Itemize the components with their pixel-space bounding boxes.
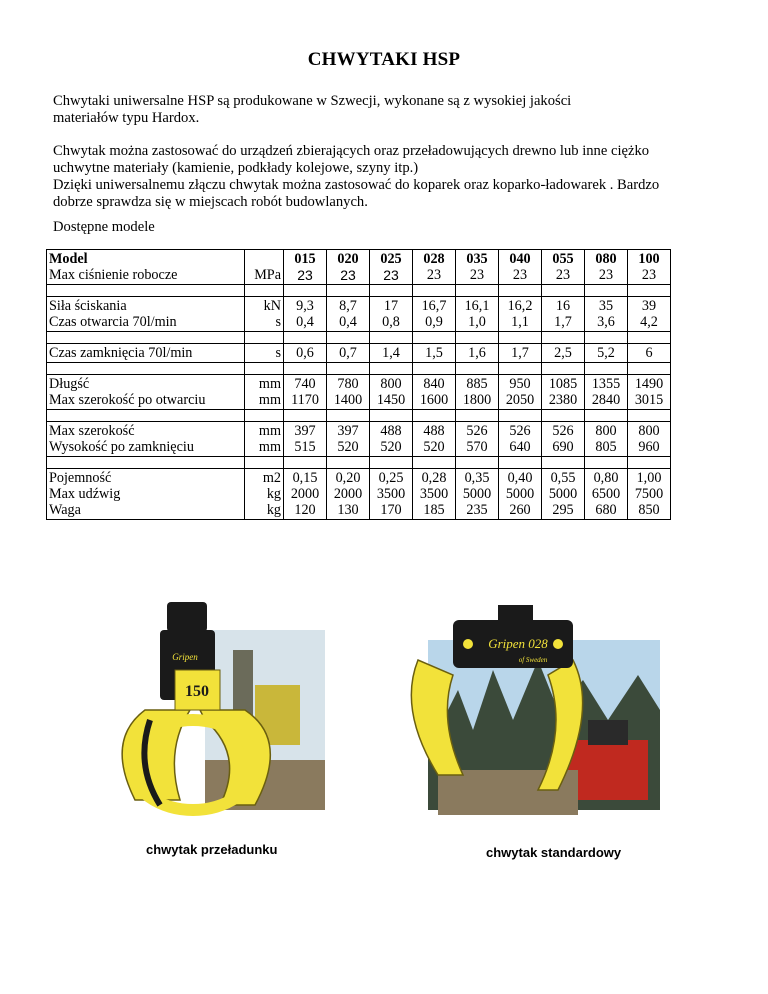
spec-value: 850 xyxy=(638,502,660,518)
brand-label: Gripen 028 xyxy=(488,636,548,651)
spec-gap-cell xyxy=(585,457,628,469)
spec-value: 1170 xyxy=(291,392,319,408)
spec-value-cell xyxy=(327,344,370,363)
spec-value: 015 xyxy=(294,251,316,267)
spec-value: 1355 xyxy=(591,376,621,392)
spec-value-cell xyxy=(284,422,327,457)
spec-gap-cell xyxy=(456,410,499,422)
spec-value: 235 xyxy=(466,502,488,518)
spec-value-cell xyxy=(284,250,327,285)
spec-value-cell xyxy=(327,469,370,520)
spec-unit: mm xyxy=(258,392,281,408)
spec-value: 740 xyxy=(294,376,316,392)
intro-line: Chwytaki uniwersalne HSP są produkowane w Szwecji, wykonane są z wysokiej jakości xyxy=(53,93,572,109)
spec-row-label: Max ciśnienie robocze xyxy=(49,267,178,283)
spec-value-cell xyxy=(628,344,671,363)
spec-row-label: Max udźwig xyxy=(49,486,121,502)
spec-group xyxy=(47,297,671,332)
spec-value: 526 xyxy=(509,423,531,439)
spec-value: 885 xyxy=(466,376,488,392)
spec-value-cell xyxy=(628,297,671,332)
spec-value-cell xyxy=(542,297,585,332)
spec-value-cell xyxy=(327,250,370,285)
spec-value: 0,35 xyxy=(464,470,490,486)
usage-line: uchwytne materiały (kamienie, podkłady kolejowe, szyny itp.) xyxy=(53,160,419,176)
spec-value: 295 xyxy=(552,502,574,518)
spec-label-cell xyxy=(47,344,245,363)
spec-value-cell xyxy=(284,375,327,410)
spec-value-cell xyxy=(542,375,585,410)
spec-value: 1,4 xyxy=(382,345,400,361)
spec-value: 1800 xyxy=(462,392,492,408)
spec-value: 028 xyxy=(423,251,445,267)
spec-gap-cell xyxy=(628,332,671,344)
spec-value-cell xyxy=(370,422,413,457)
spec-value-cell xyxy=(628,422,671,457)
spec-gap-cell xyxy=(456,457,499,469)
spec-value-cell xyxy=(413,297,456,332)
spec-unit: kg xyxy=(266,502,281,518)
spec-value-cell xyxy=(628,375,671,410)
spec-value: 6500 xyxy=(591,486,621,502)
usage-line: Chwytak można zastosować do urządzeń zbierających oraz przeładowujących drewno lub inne ciężko xyxy=(53,143,650,159)
spec-gap-cell xyxy=(370,363,413,375)
spec-value: 170 xyxy=(380,502,402,518)
spec-value: 1,6 xyxy=(468,345,486,361)
spec-value-cell xyxy=(284,469,327,520)
spec-gap-cell xyxy=(628,285,671,297)
spec-value: 23 xyxy=(469,267,485,283)
spec-unit: kg xyxy=(266,486,281,502)
spec-unit-cell xyxy=(245,375,284,410)
spec-row-label: Czas zamknięcia 70l/min xyxy=(49,345,193,361)
pivot-bolt xyxy=(463,639,473,649)
spec-value: 8,7 xyxy=(339,298,357,314)
spec-row-label: Max szerokość po otwarciu xyxy=(49,392,206,408)
spec-value: 16,2 xyxy=(507,298,533,314)
rotator-top xyxy=(167,602,207,632)
spec-value: 35 xyxy=(598,298,614,314)
spec-value-cell xyxy=(628,469,671,520)
spec-value: 23 xyxy=(426,267,442,283)
spec-gap-cell xyxy=(284,363,327,375)
spec-gap-cell xyxy=(413,410,456,422)
spec-label-cell xyxy=(47,422,245,457)
spec-gap-cell xyxy=(542,285,585,297)
spec-value: 0,28 xyxy=(421,470,447,486)
spec-gap-cell xyxy=(585,363,628,375)
spec-gap-cell xyxy=(542,457,585,469)
spec-value: 025 xyxy=(380,251,402,267)
spec-value: 23 xyxy=(555,267,571,283)
spec-unit-cell xyxy=(245,297,284,332)
spec-value-cell xyxy=(542,344,585,363)
spec-value: 1400 xyxy=(333,392,363,408)
spec-value: 0,20 xyxy=(335,470,361,486)
models-heading: Dostępne modele xyxy=(53,219,155,235)
spec-gap-cell xyxy=(370,410,413,422)
spec-value: 120 xyxy=(294,502,316,518)
spec-label-cell xyxy=(47,250,245,285)
slogan-label: of Sweden xyxy=(518,656,548,664)
spec-value: 1450 xyxy=(376,392,406,408)
spec-unit: mm xyxy=(258,376,281,392)
spec-value-cell xyxy=(370,250,413,285)
spec-value: 800 xyxy=(638,423,660,439)
spec-value-cell xyxy=(542,469,585,520)
spec-value-cell xyxy=(585,344,628,363)
spec-gap-cell xyxy=(327,332,370,344)
spec-value: 2840 xyxy=(591,392,621,408)
spec-value: 17 xyxy=(383,298,399,314)
spec-value: 960 xyxy=(638,439,660,455)
spec-value: 800 xyxy=(595,423,617,439)
spec-gap-cell xyxy=(456,363,499,375)
spec-value-cell xyxy=(370,297,413,332)
spec-gap-cell xyxy=(499,363,542,375)
truck-cab xyxy=(588,720,628,745)
model-plate-label: 150 xyxy=(185,683,209,700)
spec-value: 520 xyxy=(423,439,445,455)
spec-value-cell xyxy=(413,375,456,410)
spec-value: 690 xyxy=(552,439,574,455)
spec-gap-cell xyxy=(585,285,628,297)
spec-value: 1,7 xyxy=(554,314,572,330)
spec-gap-cell xyxy=(284,457,327,469)
spec-value: 3,6 xyxy=(597,314,615,330)
spec-value-cell xyxy=(499,469,542,520)
models-spec-table xyxy=(46,249,671,520)
pivot-bolt xyxy=(553,639,563,649)
spec-value-cell xyxy=(284,344,327,363)
spec-value: 570 xyxy=(466,439,488,455)
handling-grapple-photo xyxy=(105,590,325,820)
spec-value: 23 xyxy=(383,267,399,283)
spec-gap-cell xyxy=(284,332,327,344)
spec-gap-cell xyxy=(413,457,456,469)
spec-gap-cell xyxy=(413,363,456,375)
spec-group-gap xyxy=(47,457,671,469)
spec-value: 397 xyxy=(337,423,359,439)
spec-gap-cell xyxy=(499,285,542,297)
spec-value: 397 xyxy=(294,423,316,439)
spec-value: 640 xyxy=(509,439,531,455)
spec-value: 055 xyxy=(552,251,574,267)
spec-value: 1,00 xyxy=(636,470,662,486)
spec-value-cell xyxy=(585,469,628,520)
spec-value-cell xyxy=(370,469,413,520)
spec-value-cell xyxy=(327,375,370,410)
spec-gap-cell xyxy=(284,410,327,422)
spec-value: 185 xyxy=(423,502,445,518)
spec-value: 1600 xyxy=(419,392,449,408)
spec-value: 780 xyxy=(337,376,359,392)
spec-value: 5000 xyxy=(548,486,578,502)
spec-gap-cell xyxy=(47,457,245,469)
spec-value: 035 xyxy=(466,251,488,267)
spec-value: 16 xyxy=(555,298,571,314)
spec-value-cell xyxy=(585,250,628,285)
spec-value-cell xyxy=(585,297,628,332)
spec-value: 23 xyxy=(340,267,356,283)
spec-label-cell xyxy=(47,375,245,410)
spec-value-cell xyxy=(327,297,370,332)
spec-row-label: Pojemność xyxy=(49,470,112,486)
spec-value: 130 xyxy=(337,502,359,518)
intro-paragraph xyxy=(53,93,733,127)
spec-gap-cell xyxy=(585,332,628,344)
spec-gap-cell xyxy=(628,363,671,375)
spec-gap-cell xyxy=(245,285,284,297)
spec-unit: m2 xyxy=(262,470,281,486)
spec-value: 520 xyxy=(337,439,359,455)
spec-gap-cell xyxy=(284,285,327,297)
spec-gap-cell xyxy=(245,363,284,375)
spec-value-cell xyxy=(542,422,585,457)
spec-gap-cell xyxy=(585,410,628,422)
spec-gap-cell xyxy=(47,285,245,297)
spec-value: 39 xyxy=(641,298,657,314)
spec-value: 5,2 xyxy=(597,345,615,361)
spec-value-cell xyxy=(413,344,456,363)
spec-gap-cell xyxy=(542,363,585,375)
spec-value: 0,6 xyxy=(296,345,314,361)
spec-value: 260 xyxy=(509,502,531,518)
spec-group xyxy=(47,422,671,457)
spec-gap-cell xyxy=(47,410,245,422)
spec-gap-cell xyxy=(245,332,284,344)
usage-line: dobrze sprawdza się w miejscach robót budowlanych. xyxy=(53,194,368,210)
spec-value-cell xyxy=(413,250,456,285)
spec-value: 2000 xyxy=(333,486,363,502)
spec-unit: mm xyxy=(258,439,281,455)
rotator-top xyxy=(498,605,533,623)
spec-gap-cell xyxy=(370,332,413,344)
spec-value: 3500 xyxy=(419,486,449,502)
spec-value-cell xyxy=(499,344,542,363)
spec-value: 0,4 xyxy=(296,314,314,330)
spec-value: 488 xyxy=(423,423,445,439)
spec-value: 4,2 xyxy=(640,314,658,330)
spec-value: 1,0 xyxy=(468,314,486,330)
spec-value: 0,9 xyxy=(425,314,443,330)
spec-value: 0,80 xyxy=(593,470,619,486)
spec-value: 3015 xyxy=(634,392,664,408)
spec-value: 1085 xyxy=(548,376,578,392)
spec-unit-cell xyxy=(245,344,284,363)
spec-value-cell xyxy=(456,422,499,457)
spec-label-cell xyxy=(47,469,245,520)
spec-unit: kN xyxy=(263,298,281,314)
spec-group-gap xyxy=(47,285,671,297)
spec-row-label: Max szerokość xyxy=(49,423,135,439)
spec-gap-cell xyxy=(327,457,370,469)
spec-gap-cell xyxy=(245,410,284,422)
spec-group xyxy=(47,469,671,520)
spec-unit xyxy=(247,251,281,267)
spec-value: 805 xyxy=(595,439,617,455)
spec-row-label: Czas otwarcia 70l/min xyxy=(49,314,177,330)
spec-value: 23 xyxy=(641,267,657,283)
spec-gap-cell xyxy=(327,410,370,422)
spec-value-cell xyxy=(456,250,499,285)
spec-label-cell xyxy=(47,297,245,332)
spec-value: 080 xyxy=(595,251,617,267)
page-title: CHWYTAKI HSP xyxy=(307,49,461,70)
spec-value: 040 xyxy=(509,251,531,267)
usage-paragraph xyxy=(53,143,733,211)
spec-gap-cell xyxy=(542,332,585,344)
intro-line: materiałów typu Hardox. xyxy=(53,110,200,126)
spec-value: 0,15 xyxy=(292,470,318,486)
spec-value: 16,7 xyxy=(421,298,447,314)
spec-value-cell xyxy=(456,344,499,363)
spec-value-cell xyxy=(456,375,499,410)
spec-gap-cell xyxy=(628,410,671,422)
spec-value: 950 xyxy=(509,376,531,392)
spec-value: 2,5 xyxy=(554,345,572,361)
spec-row-label: Wysokość po zamknięciu xyxy=(49,439,194,455)
spec-group-gap xyxy=(47,410,671,422)
usage-line: Dzięki uniwersalnemu złączu chwytak można zastosować do koparek oraz koparko-ładowarek . Bardzo xyxy=(53,177,660,193)
spec-value-cell xyxy=(370,344,413,363)
spec-value: 0,7 xyxy=(339,345,357,361)
spec-value: 23 xyxy=(598,267,614,283)
spec-value: 23 xyxy=(297,267,313,283)
spec-row-label: Długść xyxy=(49,376,90,392)
spec-row-label: Model xyxy=(49,251,88,267)
spec-value: 100 xyxy=(638,251,660,267)
spec-gap-cell xyxy=(413,285,456,297)
spec-gap-cell xyxy=(245,457,284,469)
left-image-caption: chwytak przeładunku xyxy=(146,842,278,857)
spec-value: 5000 xyxy=(505,486,535,502)
spec-gap-cell xyxy=(370,457,413,469)
spec-unit: mm xyxy=(258,423,281,439)
spec-gap-cell xyxy=(47,363,245,375)
spec-gap-cell xyxy=(327,285,370,297)
standard-grapple-photo xyxy=(398,600,660,825)
spec-gap-cell xyxy=(327,363,370,375)
spec-value-cell xyxy=(413,422,456,457)
spec-gap-cell xyxy=(542,410,585,422)
spec-row-label: Waga xyxy=(49,502,81,518)
spec-value-cell xyxy=(499,250,542,285)
spec-value-cell xyxy=(585,422,628,457)
spec-value: 0,25 xyxy=(378,470,404,486)
spec-unit-cell xyxy=(245,469,284,520)
spec-unit: s xyxy=(275,314,281,330)
spec-unit-cell xyxy=(245,250,284,285)
spec-value-cell xyxy=(499,297,542,332)
spec-value: 23 xyxy=(512,267,528,283)
spec-value: 488 xyxy=(380,423,402,439)
spec-value: 526 xyxy=(552,423,574,439)
spec-gap-cell xyxy=(499,332,542,344)
spec-value-cell xyxy=(456,469,499,520)
spec-value: 2050 xyxy=(505,392,535,408)
spec-value: 1,7 xyxy=(511,345,529,361)
spec-gap-cell xyxy=(47,332,245,344)
spec-value: 5000 xyxy=(462,486,492,502)
spec-value-cell xyxy=(542,250,585,285)
spec-gap-cell xyxy=(413,332,456,344)
spec-value: 520 xyxy=(380,439,402,455)
spec-gap-cell xyxy=(456,285,499,297)
spec-value: 9,3 xyxy=(296,298,314,314)
spec-value-cell xyxy=(456,297,499,332)
spec-value: 0,8 xyxy=(382,314,400,330)
spec-value: 526 xyxy=(466,423,488,439)
spec-value-cell xyxy=(413,469,456,520)
spec-value: 1,5 xyxy=(425,345,443,361)
spec-value-cell xyxy=(284,297,327,332)
spec-unit: MPa xyxy=(254,267,281,283)
spec-group-gap xyxy=(47,363,671,375)
spec-group-gap xyxy=(47,332,671,344)
spec-group xyxy=(47,344,671,363)
spec-value-cell xyxy=(499,375,542,410)
right-image-caption: chwytak standardowy xyxy=(486,845,622,860)
spec-value: 0,55 xyxy=(550,470,576,486)
spec-value-cell xyxy=(370,375,413,410)
spec-value: 1490 xyxy=(634,376,664,392)
spec-value-cell xyxy=(585,375,628,410)
spec-gap-cell xyxy=(370,285,413,297)
spec-unit: s xyxy=(275,345,281,361)
spec-value: 16,1 xyxy=(464,298,490,314)
spec-value: 0,4 xyxy=(339,314,357,330)
spec-group xyxy=(47,375,671,410)
brand-label: Gripen xyxy=(172,652,198,662)
spec-row-label: Siła ściskania xyxy=(49,298,127,314)
spec-value: 0,40 xyxy=(507,470,533,486)
spec-value: 2000 xyxy=(290,486,320,502)
spec-unit-cell xyxy=(245,422,284,457)
spec-value: 7500 xyxy=(634,486,664,502)
spec-value-cell xyxy=(499,422,542,457)
spec-value: 1,1 xyxy=(511,314,529,330)
spec-group xyxy=(47,250,671,285)
spec-gap-cell xyxy=(499,410,542,422)
spec-gap-cell xyxy=(499,457,542,469)
spec-value: 840 xyxy=(423,376,445,392)
spec-value: 680 xyxy=(595,502,617,518)
spec-value: 800 xyxy=(380,376,402,392)
spec-gap-cell xyxy=(456,332,499,344)
spec-value: 6 xyxy=(645,345,653,361)
spec-value: 2380 xyxy=(548,392,578,408)
spec-gap-cell xyxy=(628,457,671,469)
spec-value: 515 xyxy=(294,439,316,455)
spec-value-cell xyxy=(628,250,671,285)
spec-value-cell xyxy=(327,422,370,457)
spec-value: 3500 xyxy=(376,486,406,502)
spec-value: 020 xyxy=(337,251,359,267)
